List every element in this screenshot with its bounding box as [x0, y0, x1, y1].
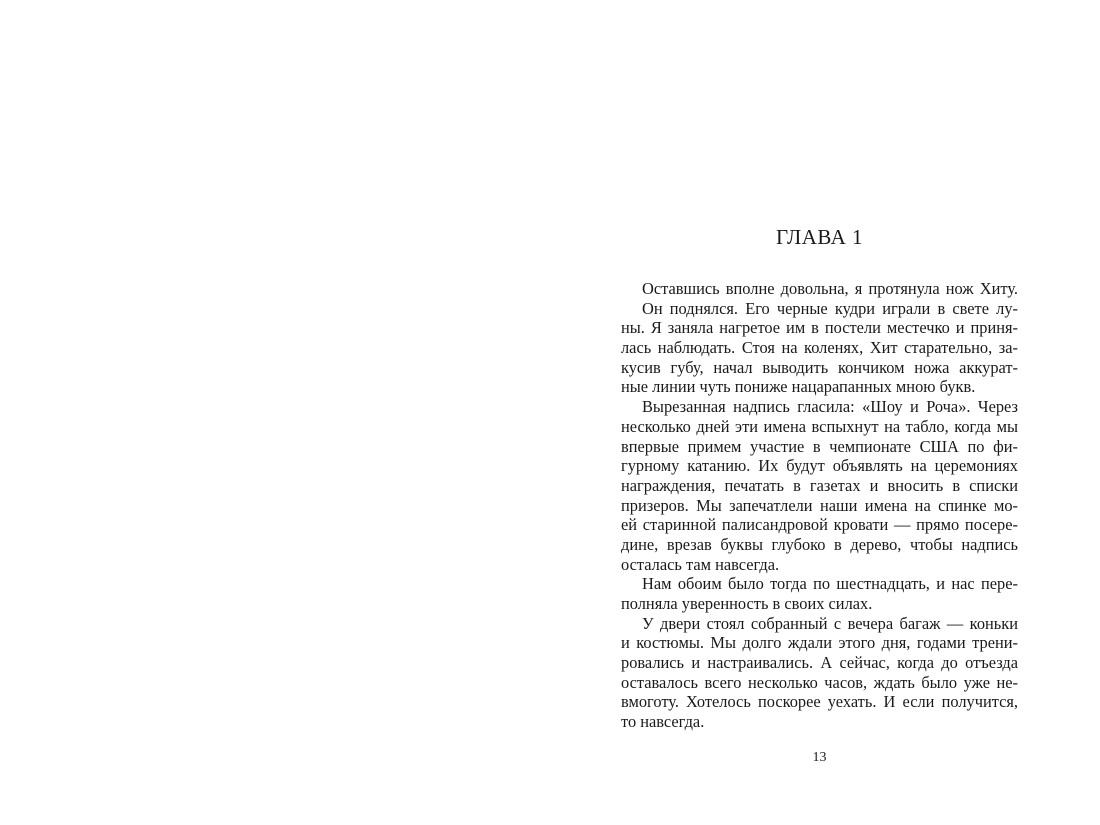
text-line: осталась там навсегда. [621, 554, 780, 574]
text-line: и костюмы. Мы долго ждали этого дня, годами трени- [621, 633, 1018, 653]
text-line: ей старинной палисандровой кровати — прямо посере- [621, 515, 1018, 535]
text-line: Он поднялся. Его черные кудри играли в свете лу- [642, 298, 1018, 318]
text-line: награждения, печатать в газетах и вносить в списки [621, 475, 1018, 495]
text-line: призеров. Мы запечатлели наши имена на спинке мо- [621, 495, 1018, 515]
text-line: ны. Я заняла нагретое им в постели местечко и приня- [621, 318, 1018, 338]
text-line: гурному катанию. Их будут объявлять на церемониях [621, 456, 1018, 476]
chapter-title: ГЛАВА 1 [775, 225, 864, 249]
text-line: ные линии чуть пониже нацарапанных мною букв. [621, 377, 976, 397]
text-line: несколько дней эти имена вспыхнут на табло, когда мы [621, 416, 1018, 436]
text-line: впервые примем участие в чемпионате США по фи- [621, 436, 1018, 456]
text-line: лась наблюдать. Стоя на коленях, Хит старательно, за- [621, 338, 1018, 358]
text-line: Нам обоим было тогда по шестнадцать, и нас пере- [642, 574, 1018, 594]
text-line: полняла уверенность в своих силах. [621, 594, 873, 613]
text-line: дине, врезав буквы глубоко в дерево, чтобы надпись [621, 534, 1018, 554]
page-number: 13 [812, 750, 827, 765]
text-line: У двери стоял собранный с вечера багаж — коньки [642, 613, 1018, 633]
text-line: Оставшись вполне довольна, я протянула нож Хиту. [642, 279, 1018, 298]
text-line: кусив губу, начал выводить кончиком ножа аккурат- [621, 357, 1018, 377]
text-line: то навсегда. [621, 712, 705, 732]
text-line: оставалось всего несколько часов, ждать было уже не- [621, 672, 1018, 692]
text-line: вмоготу. Хотелось поскорее уехать. И если получится, [621, 692, 1018, 712]
text-line: ровались и настраивались. А сейчас, когда до отъезда [621, 653, 1018, 673]
text-line: Вырезанная надпись гласила: «Шоу и Роча». Через [642, 397, 1018, 417]
chapter-body-text [621, 279, 1018, 732]
